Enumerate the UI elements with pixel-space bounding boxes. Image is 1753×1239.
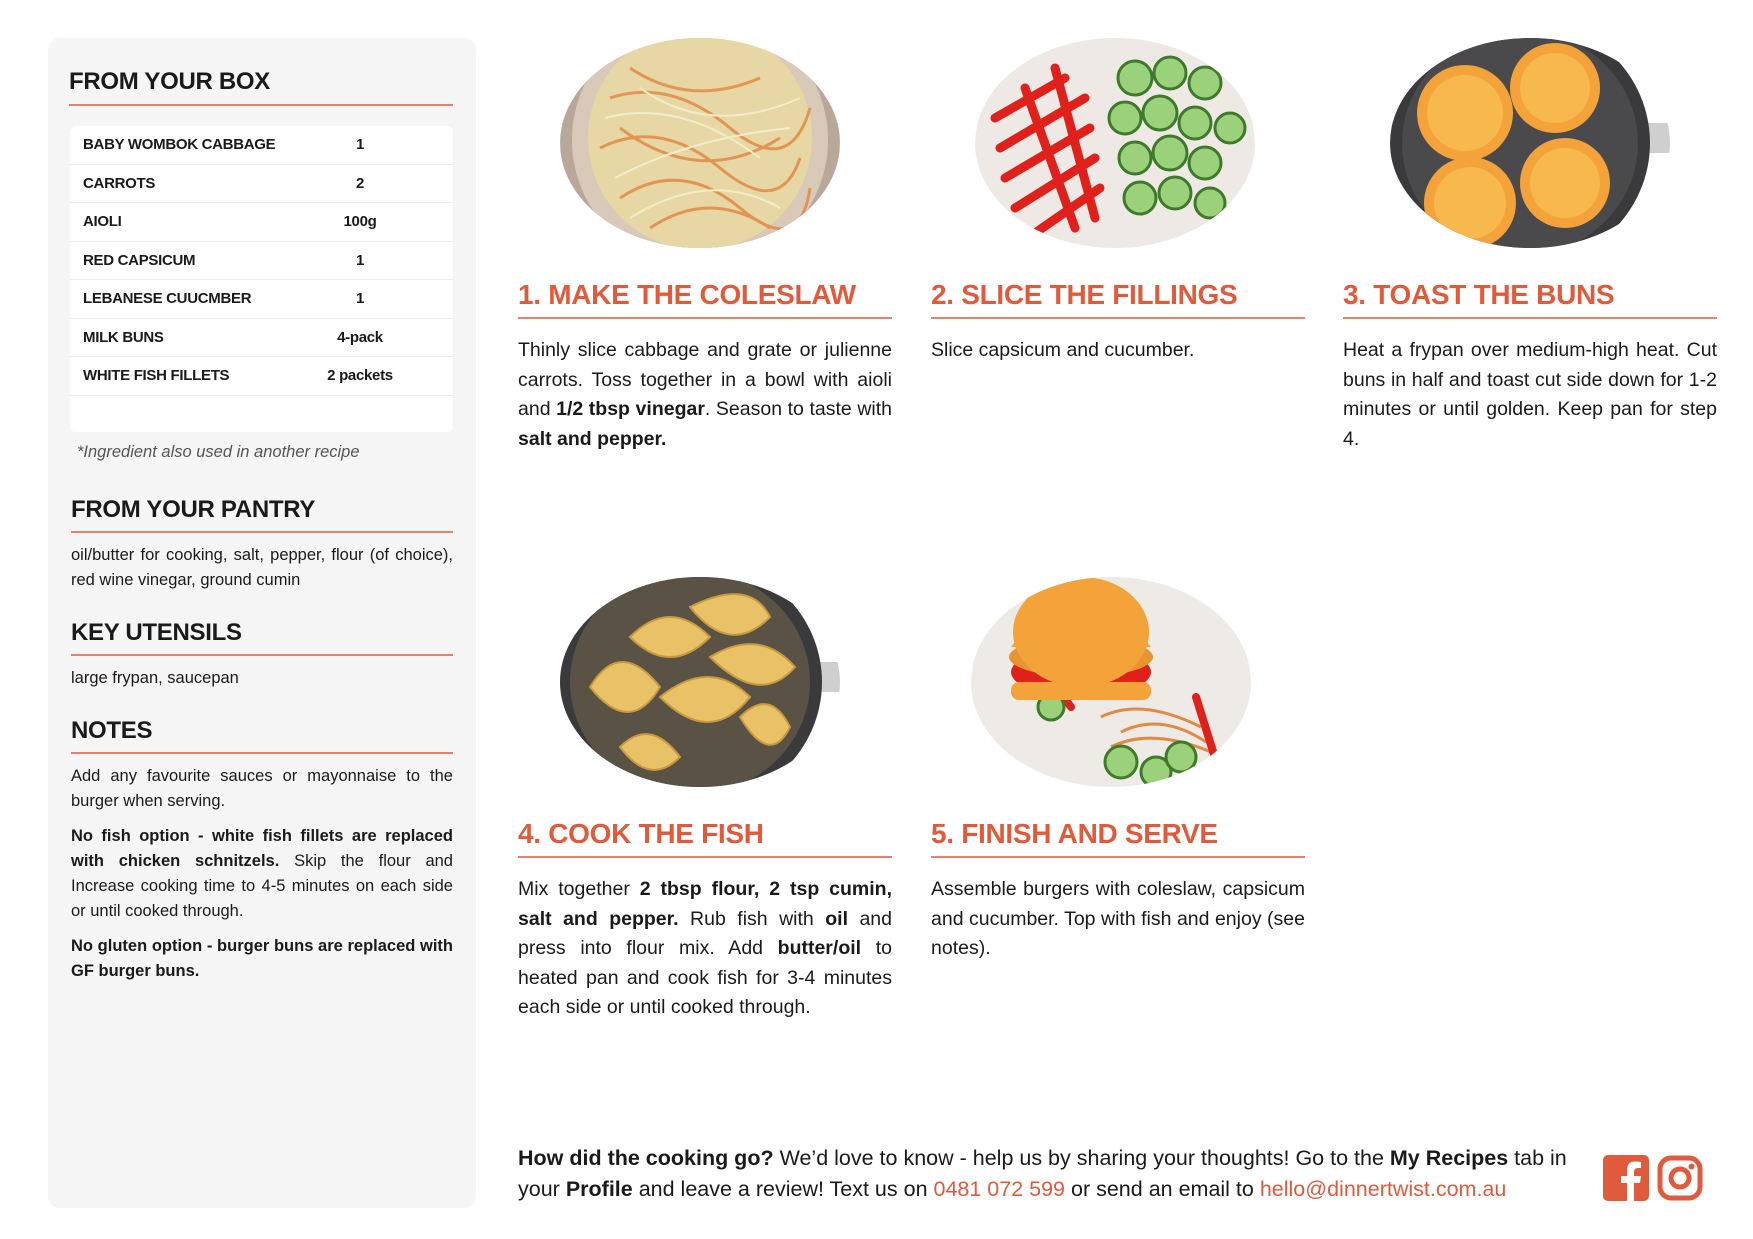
step-4-text-part: Mix together (518, 878, 640, 900)
toasted-buns-photo (1390, 38, 1670, 248)
ingredient-qty: 1 (355, 290, 365, 308)
ingredient-name: BABY WOMBOK CABBAGE (83, 136, 276, 154)
notes-title: NOTES (71, 717, 453, 754)
ingredient-row (70, 126, 453, 165)
ingredient-name: AIOLI (83, 213, 122, 231)
sidebar (48, 38, 476, 1208)
notes-paragraph-3 (71, 934, 453, 984)
utensils-section (71, 619, 453, 691)
ingredient-row (70, 319, 453, 358)
step-4-text-part: and press into flour mix. Add (518, 907, 892, 959)
step-4-text (518, 875, 892, 1023)
pantry-text: oil/butter for cooking, salt, pepper, flour (of choice), red wine vinegar, ground cumin (71, 546, 453, 589)
notes-paragraph-2 (71, 824, 453, 924)
notes-paragraph-1: Add any favourite sauces or mayonnaise to the burger when serving. (71, 767, 453, 810)
step-1-bold-part: 1/2 tbsp vinegar (556, 398, 705, 420)
step-2-title: 2. SLICE THE FILLINGS (931, 279, 1305, 319)
step-5-text: Assemble burgers with coleslaw, capsicum and cucumber. Top with fish and enjoy (see notes). (931, 878, 1305, 959)
feedback-part: and leave a review! Text us on (632, 1177, 934, 1201)
pantry-section (71, 496, 453, 593)
capsicum-cucumber-photo (975, 38, 1255, 248)
feedback-text (518, 1143, 1578, 1205)
ingredient-qty: 1 (355, 136, 365, 154)
pantry-title: FROM YOUR PANTRY (71, 496, 453, 533)
ingredient-qty: 2 (355, 174, 365, 192)
notes-p2-rest: Skip the flour and Increase cooking time to 4-5 minutes on each side or until cooked through. (71, 852, 453, 920)
notes-p3-bold: No gluten option - burger buns are replaced with GF burger buns. (71, 937, 453, 980)
feedback-part: We’d love to know - help us by sharing your thoughts! Go to the (773, 1146, 1390, 1170)
phone-link[interactable]: 0481 072 599 (933, 1177, 1066, 1201)
step-1-text (518, 336, 892, 454)
ingredient-row (70, 165, 453, 204)
notes-p2-bold: No fish option - white fish fillets are replaced with chicken schnitzels. (71, 827, 453, 870)
ingredient-name: RED CAPSICUM (83, 251, 196, 269)
step-1-bold-part: salt and pepper. (518, 427, 667, 450)
step-1-text-part: . Season to taste with (704, 398, 893, 420)
ingredient-name: WHITE FISH FILLETS (83, 367, 230, 385)
step-5-title: 5. FINISH AND SERVE (931, 818, 1305, 858)
step-4-title: 4. COOK THE FISH (518, 818, 892, 858)
step-4-bold-part: oil (825, 907, 848, 930)
facebook-icon[interactable] (1603, 1155, 1649, 1201)
feedback-bold: How did the cooking go? (518, 1146, 774, 1170)
fish-pan-photo (560, 577, 840, 787)
email-link[interactable]: hello@dinnertwist.com.au (1259, 1177, 1507, 1201)
from-box-title: FROM YOUR BOX (69, 68, 453, 106)
instagram-icon[interactable] (1657, 1155, 1703, 1201)
ingredient-row (70, 203, 453, 242)
ingredient-table (70, 126, 453, 432)
ingredient-row (70, 280, 453, 319)
ingredient-row (70, 242, 453, 281)
ingredient-row (70, 357, 453, 396)
step-3-title: 3. TOAST THE BUNS (1343, 279, 1717, 319)
ingredient-footnote: *Ingredient also used in another recipe (77, 443, 360, 461)
step-4-text-part: to heated pan and cook fish for 3-4 minutes each side or until cooked through. (518, 937, 892, 1018)
ingredient-qty: 1 (355, 251, 365, 269)
step-1-title: 1. MAKE THE COLESLAW (518, 279, 892, 319)
ingredient-name: MILK BUNS (83, 328, 164, 346)
step-4-text-part: Rub fish with (678, 907, 826, 930)
ingredient-name: LEBANESE CUUCMBER (83, 290, 252, 308)
ingredient-name: CARROTS (83, 174, 156, 192)
utensils-text: large frypan, saucepan (71, 669, 239, 687)
feedback-part: tab in your (518, 1146, 1567, 1201)
profile-label: Profile (565, 1177, 633, 1201)
step-4-bold-part: butter/oil (777, 937, 862, 959)
ingredient-qty: 100g (343, 213, 377, 231)
feedback-part: or send an email to (1065, 1177, 1260, 1201)
ingredient-qty: 4-pack (337, 328, 383, 346)
step-3-text: Heat a frypan over medium-high heat. Cut buns in half and toast cut side down for 1-2 minutes or until golden. Keep pan for step 4. (1343, 339, 1717, 450)
step-2-text: Slice capsicum and cucumber. (931, 339, 1195, 361)
step-4-bold-part: 2 tbsp flour, 2 tsp cumin, salt and pepper. (518, 878, 893, 930)
burger-plate-photo (971, 577, 1251, 787)
notes-section (71, 717, 453, 984)
ingredient-qty: 2 packets (327, 367, 393, 385)
coleslaw-bowl-photo (560, 38, 840, 248)
utensils-title: KEY UTENSILS (71, 619, 453, 656)
step-1-text-part: Thinly slice cabbage and grate or julienne carrots. Toss together in a bowl with aioli and (518, 339, 892, 420)
my-recipes-label: My Recipes (1389, 1146, 1509, 1170)
